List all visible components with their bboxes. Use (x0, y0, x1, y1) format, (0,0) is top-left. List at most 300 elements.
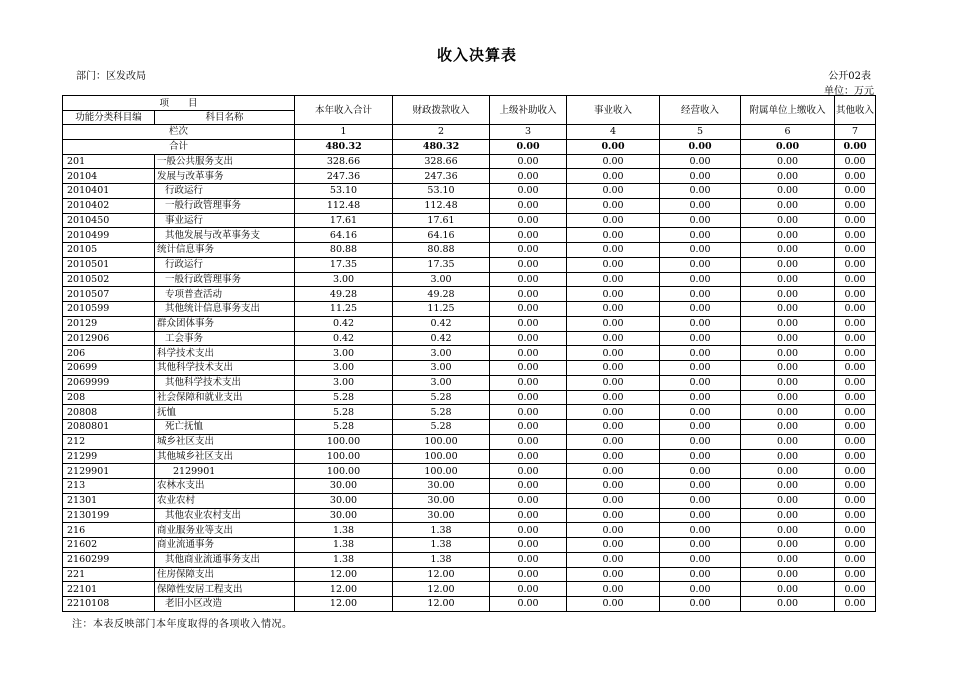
header-other: 其他收入 (835, 96, 876, 125)
total-value: 0.00 (835, 139, 876, 154)
row-subject-name: 农林水支出 (155, 479, 295, 494)
row-code: 20104 (63, 169, 155, 184)
table-row (63, 597, 876, 612)
row-subject-name: 老旧小区改造 (155, 597, 295, 612)
row-value: 0.00 (490, 375, 567, 390)
row-value: 49.28 (393, 287, 490, 302)
row-code: 21301 (63, 493, 155, 508)
row-value: 0.00 (660, 228, 741, 243)
table-row (63, 257, 876, 272)
row-value: 0.00 (835, 464, 876, 479)
row-value: 0.00 (835, 449, 876, 464)
row-value: 0.00 (660, 346, 741, 361)
row-value: 1.38 (393, 552, 490, 567)
row-value: 0.00 (741, 597, 835, 612)
row-value: 0.00 (835, 405, 876, 420)
table-row (63, 184, 876, 199)
row-subject-name: 保障性安居工程支出 (155, 582, 295, 597)
row-value: 247.36 (393, 169, 490, 184)
row-value: 0.00 (835, 331, 876, 346)
row-value: 80.88 (295, 243, 393, 258)
row-value: 17.35 (393, 257, 490, 272)
row-value: 0.00 (490, 449, 567, 464)
row-value: 0.00 (567, 375, 660, 390)
row-value: 0.00 (567, 346, 660, 361)
row-value: 0.42 (393, 316, 490, 331)
row-value: 5.28 (295, 420, 393, 435)
row-value: 3.00 (393, 272, 490, 287)
row-value: 0.00 (660, 567, 741, 582)
seq-num: 4 (567, 125, 660, 140)
row-value: 0.00 (490, 479, 567, 494)
row-subject-name: 一般行政管理事务 (155, 198, 295, 213)
header-subject-name: 科目名称 (155, 111, 295, 125)
seq-num: 6 (741, 125, 835, 140)
row-subject-name: 一般行政管理事务 (155, 272, 295, 287)
row-value: 1.38 (295, 538, 393, 553)
row-value: 0.00 (741, 582, 835, 597)
row-value: 3.00 (295, 375, 393, 390)
row-value: 0.00 (490, 243, 567, 258)
row-value: 30.00 (295, 493, 393, 508)
row-value: 5.28 (295, 390, 393, 405)
row-subject-name: 发展与改革事务 (155, 169, 295, 184)
row-value: 0.00 (835, 169, 876, 184)
row-value: 0.00 (567, 302, 660, 317)
table-row (63, 493, 876, 508)
row-code: 2010499 (63, 228, 155, 243)
row-value: 1.38 (393, 523, 490, 538)
row-value: 0.00 (567, 479, 660, 494)
row-value: 0.00 (567, 390, 660, 405)
row-value: 0.00 (490, 582, 567, 597)
row-code: 2012906 (63, 331, 155, 346)
header-affiliated: 附属单位上缴收入 (741, 96, 835, 125)
total-row (63, 139, 876, 154)
row-value: 11.25 (295, 302, 393, 317)
row-value: 0.00 (741, 184, 835, 199)
row-subject-name: 农业农村 (155, 493, 295, 508)
table-row (63, 552, 876, 567)
row-value: 247.36 (295, 169, 393, 184)
table-row (63, 405, 876, 420)
table-row (63, 272, 876, 287)
header-business: 事业收入 (567, 96, 660, 125)
row-code: 2010502 (63, 272, 155, 287)
row-value: 0.00 (741, 375, 835, 390)
row-value: 0.00 (835, 582, 876, 597)
table-row (63, 361, 876, 376)
header-operating: 经营收入 (660, 96, 741, 125)
row-value: 0.00 (567, 272, 660, 287)
row-value: 3.00 (295, 272, 393, 287)
income-table (62, 95, 876, 612)
table-row (63, 523, 876, 538)
row-subject-name: 群众团体事务 (155, 316, 295, 331)
row-value: 112.48 (295, 198, 393, 213)
row-value: 3.00 (295, 361, 393, 376)
row-value: 0.00 (835, 198, 876, 213)
table-row (63, 331, 876, 346)
row-value: 3.00 (295, 346, 393, 361)
row-value: 0.00 (835, 597, 876, 612)
row-value: 17.61 (393, 213, 490, 228)
row-value: 0.00 (835, 552, 876, 567)
row-code: 2160299 (63, 552, 155, 567)
row-value: 0.00 (835, 302, 876, 317)
row-value: 0.00 (835, 213, 876, 228)
row-value: 0.00 (741, 213, 835, 228)
row-value: 0.00 (567, 552, 660, 567)
row-value: 11.25 (393, 302, 490, 317)
row-value: 0.00 (567, 405, 660, 420)
row-value: 0.00 (567, 228, 660, 243)
row-value: 12.00 (393, 582, 490, 597)
row-value: 1.38 (295, 523, 393, 538)
row-value: 100.00 (295, 449, 393, 464)
row-value: 1.38 (393, 538, 490, 553)
row-value: 0.00 (490, 316, 567, 331)
row-value: 100.00 (393, 449, 490, 464)
row-value: 0.00 (741, 390, 835, 405)
row-code: 2010507 (63, 287, 155, 302)
row-value: 0.00 (741, 228, 835, 243)
row-value: 0.00 (741, 243, 835, 258)
row-value: 0.00 (741, 434, 835, 449)
row-subject-name: 事业运行 (155, 213, 295, 228)
row-value: 0.00 (490, 154, 567, 169)
row-code: 2010450 (63, 213, 155, 228)
row-subject-name: 其他城乡社区支出 (155, 449, 295, 464)
row-value: 0.00 (490, 287, 567, 302)
seq-num: 2 (393, 125, 490, 140)
row-value: 0.00 (490, 420, 567, 435)
row-value: 0.00 (741, 449, 835, 464)
row-value: 328.66 (393, 154, 490, 169)
row-subject-name: 一般公共服务支出 (155, 154, 295, 169)
row-code: 21299 (63, 449, 155, 464)
header-superior: 上级补助收入 (490, 96, 567, 125)
row-value: 0.00 (741, 331, 835, 346)
row-value: 0.00 (567, 257, 660, 272)
row-value: 0.00 (835, 508, 876, 523)
row-value: 0.00 (741, 464, 835, 479)
row-value: 0.00 (490, 302, 567, 317)
row-value: 0.00 (660, 154, 741, 169)
row-value: 0.00 (741, 169, 835, 184)
table-row (63, 243, 876, 258)
row-value: 0.00 (490, 567, 567, 582)
row-code: 2069999 (63, 375, 155, 390)
row-value: 0.00 (567, 154, 660, 169)
row-value: 53.10 (393, 184, 490, 199)
row-value: 0.00 (835, 316, 876, 331)
row-subject-name: 其他科学技术支出 (155, 375, 295, 390)
row-value: 0.00 (660, 464, 741, 479)
row-value: 0.00 (741, 287, 835, 302)
table-row (63, 198, 876, 213)
row-value: 0.00 (741, 346, 835, 361)
row-subject-name: 2129901 (155, 464, 295, 479)
table-row (63, 420, 876, 435)
row-value: 0.00 (567, 567, 660, 582)
table-row (63, 213, 876, 228)
row-value: 0.00 (660, 420, 741, 435)
row-subject-name: 城乡社区支出 (155, 434, 295, 449)
row-value: 0.00 (490, 198, 567, 213)
row-value: 30.00 (295, 508, 393, 523)
row-value: 0.00 (741, 493, 835, 508)
row-subject-name: 其他科学技术支出 (155, 361, 295, 376)
row-value: 0.00 (490, 257, 567, 272)
row-value: 30.00 (295, 479, 393, 494)
row-subject-name: 住房保障支出 (155, 567, 295, 582)
row-code: 2010599 (63, 302, 155, 317)
row-code: 22101 (63, 582, 155, 597)
row-code: 208 (63, 390, 155, 405)
table-row (63, 538, 876, 553)
total-value: 0.00 (490, 139, 567, 154)
row-code: 201 (63, 154, 155, 169)
table-row (63, 228, 876, 243)
row-value: 0.00 (835, 390, 876, 405)
row-value: 0.00 (741, 538, 835, 553)
row-value: 0.00 (490, 597, 567, 612)
row-value: 0.00 (490, 434, 567, 449)
row-code: 206 (63, 346, 155, 361)
row-code: 213 (63, 479, 155, 494)
department-label: 部门：区发改局 (76, 71, 146, 82)
row-value: 0.00 (490, 228, 567, 243)
row-value: 30.00 (393, 508, 490, 523)
row-value: 0.00 (660, 479, 741, 494)
table-row (63, 582, 876, 597)
row-subject-name: 行政运行 (155, 257, 295, 272)
row-value: 0.00 (741, 567, 835, 582)
row-value: 0.42 (295, 331, 393, 346)
row-value: 0.00 (660, 287, 741, 302)
row-value: 12.00 (295, 567, 393, 582)
unit-label: 单位：万元 (824, 86, 874, 97)
row-value: 64.16 (295, 228, 393, 243)
row-value: 0.00 (490, 346, 567, 361)
row-value: 0.00 (660, 434, 741, 449)
row-subject-name: 其他农业农村支出 (155, 508, 295, 523)
row-code: 20699 (63, 361, 155, 376)
total-value: 0.00 (660, 139, 741, 154)
row-value: 0.00 (490, 169, 567, 184)
row-value: 3.00 (393, 361, 490, 376)
seq-num: 5 (660, 125, 741, 140)
table-body (63, 154, 876, 611)
public-table-number: 公开02表 (828, 71, 871, 82)
row-value: 17.61 (295, 213, 393, 228)
row-value: 0.00 (741, 361, 835, 376)
row-value: 0.00 (835, 287, 876, 302)
header-total-income: 本年收入合计 (295, 96, 393, 125)
row-subject-name: 其他商业流通事务支出 (155, 552, 295, 567)
header-fiscal: 财政拨款收入 (393, 96, 490, 125)
row-value: 0.00 (567, 493, 660, 508)
row-value: 0.00 (741, 552, 835, 567)
row-value: 0.00 (660, 552, 741, 567)
row-value: 0.00 (741, 523, 835, 538)
row-value: 0.00 (567, 243, 660, 258)
row-subject-name: 工会事务 (155, 331, 295, 346)
table-row (63, 302, 876, 317)
row-value: 0.00 (567, 316, 660, 331)
row-code: 2210108 (63, 597, 155, 612)
table-row (63, 434, 876, 449)
row-value: 0.00 (835, 493, 876, 508)
row-value: 17.35 (295, 257, 393, 272)
row-value: 3.00 (393, 375, 490, 390)
row-value: 0.00 (835, 361, 876, 376)
row-value: 0.00 (741, 272, 835, 287)
row-value: 0.00 (567, 420, 660, 435)
row-subject-name: 统计信息事务 (155, 243, 295, 258)
row-value: 0.00 (660, 302, 741, 317)
row-value: 0.00 (835, 228, 876, 243)
row-value: 0.00 (741, 302, 835, 317)
row-value: 0.00 (567, 449, 660, 464)
table-row (63, 479, 876, 494)
row-code: 2010401 (63, 184, 155, 199)
row-value: 0.00 (490, 213, 567, 228)
row-value: 0.00 (490, 508, 567, 523)
row-code: 21602 (63, 538, 155, 553)
row-code: 20808 (63, 405, 155, 420)
row-value: 0.00 (567, 538, 660, 553)
row-code: 216 (63, 523, 155, 538)
row-code: 2130199 (63, 508, 155, 523)
row-value: 0.00 (741, 420, 835, 435)
row-value: 0.00 (741, 316, 835, 331)
table-row (63, 464, 876, 479)
footnote: 注：本表反映部门本年度取得的各项收入情况。 (72, 619, 293, 630)
row-value: 112.48 (393, 198, 490, 213)
row-value: 0.00 (835, 479, 876, 494)
row-value: 0.00 (835, 272, 876, 287)
row-value: 0.00 (490, 552, 567, 567)
row-value: 12.00 (295, 597, 393, 612)
row-value: 5.28 (295, 405, 393, 420)
row-value: 0.00 (490, 493, 567, 508)
table-row (63, 287, 876, 302)
row-subject-name: 其他发展与改革事务支 (155, 228, 295, 243)
seq-num: 3 (490, 125, 567, 140)
row-value: 100.00 (393, 434, 490, 449)
row-value: 12.00 (393, 567, 490, 582)
header-item: 项 目 (63, 96, 295, 111)
table-row (63, 316, 876, 331)
total-value: 480.32 (393, 139, 490, 154)
row-code: 20129 (63, 316, 155, 331)
row-value: 0.00 (567, 464, 660, 479)
row-value: 0.00 (660, 597, 741, 612)
row-value: 0.00 (835, 346, 876, 361)
row-value: 12.00 (393, 597, 490, 612)
row-value: 0.00 (490, 464, 567, 479)
row-value: 80.88 (393, 243, 490, 258)
row-value: 0.00 (660, 405, 741, 420)
row-value: 0.00 (660, 390, 741, 405)
table-row (63, 508, 876, 523)
row-value: 0.00 (490, 361, 567, 376)
row-value: 30.00 (393, 493, 490, 508)
row-value: 0.00 (741, 479, 835, 494)
row-value: 0.00 (660, 272, 741, 287)
row-value: 0.00 (835, 538, 876, 553)
row-value: 64.16 (393, 228, 490, 243)
row-value: 5.28 (393, 420, 490, 435)
row-value: 0.00 (660, 198, 741, 213)
row-value: 0.00 (660, 184, 741, 199)
row-code: 2010501 (63, 257, 155, 272)
row-value: 0.00 (741, 257, 835, 272)
row-value: 0.00 (490, 184, 567, 199)
row-code: 2080801 (63, 420, 155, 435)
page-title: 收入决算表 (436, 46, 517, 64)
row-value: 0.00 (660, 523, 741, 538)
row-value: 3.00 (393, 346, 490, 361)
header-func-code: 功能分类科目编 (63, 111, 155, 125)
row-value: 0.00 (660, 493, 741, 508)
row-value: 0.00 (490, 390, 567, 405)
row-value: 0.00 (741, 198, 835, 213)
row-value: 0.00 (660, 243, 741, 258)
row-value: 0.00 (567, 523, 660, 538)
row-subject-name: 科学技术支出 (155, 346, 295, 361)
row-value: 5.28 (393, 405, 490, 420)
row-subject-name: 商业流通事务 (155, 538, 295, 553)
row-value: 100.00 (393, 464, 490, 479)
row-value: 0.00 (660, 257, 741, 272)
row-value: 0.00 (490, 331, 567, 346)
row-subject-name: 专项普查活动 (155, 287, 295, 302)
row-code: 2010402 (63, 198, 155, 213)
total-value: 480.32 (295, 139, 393, 154)
total-value: 0.00 (741, 139, 835, 154)
row-value: 0.00 (660, 538, 741, 553)
row-value: 0.00 (835, 184, 876, 199)
row-value: 0.00 (660, 375, 741, 390)
row-value: 0.42 (295, 316, 393, 331)
row-value: 53.10 (295, 184, 393, 199)
row-value: 0.00 (660, 508, 741, 523)
row-value: 5.28 (393, 390, 490, 405)
row-value: 0.00 (567, 361, 660, 376)
row-value: 0.00 (567, 597, 660, 612)
row-value: 0.00 (567, 169, 660, 184)
row-subject-name: 社会保障和就业支出 (155, 390, 295, 405)
table-row (63, 346, 876, 361)
row-value: 0.00 (490, 538, 567, 553)
row-value: 0.00 (835, 257, 876, 272)
row-value: 0.00 (490, 523, 567, 538)
table-row (63, 169, 876, 184)
row-value: 0.00 (660, 449, 741, 464)
row-value: 100.00 (295, 464, 393, 479)
row-value: 0.00 (835, 154, 876, 169)
row-value: 30.00 (393, 479, 490, 494)
row-value: 0.00 (835, 567, 876, 582)
total-value: 0.00 (567, 139, 660, 154)
table-row (63, 390, 876, 405)
row-subject-name: 死亡抚恤 (155, 420, 295, 435)
table-row (63, 375, 876, 390)
header-row-1 (63, 96, 876, 111)
